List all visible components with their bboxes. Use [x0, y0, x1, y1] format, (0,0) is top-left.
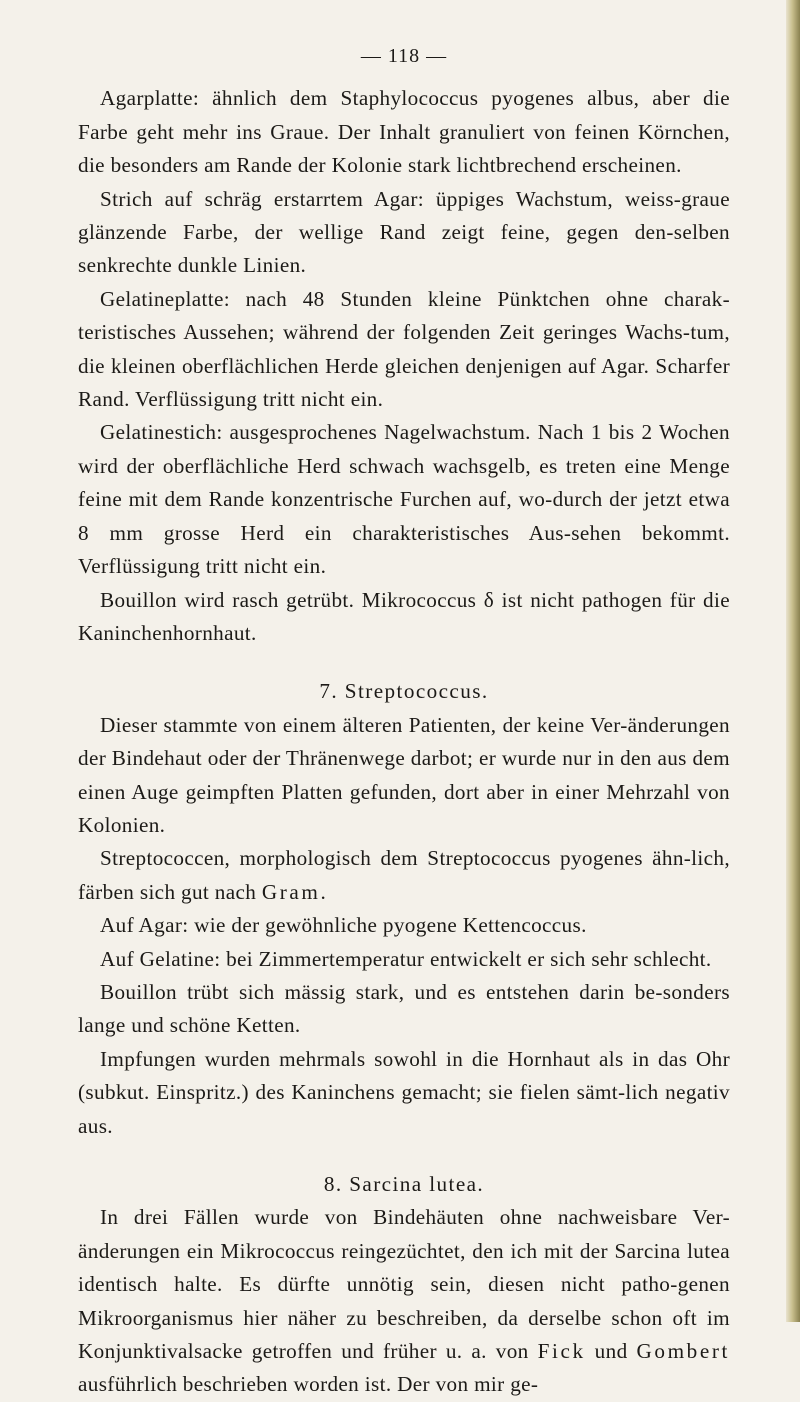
- book-page: [78, 40, 730, 1402]
- author-name-gombert: Gombert: [636, 1339, 731, 1364]
- paragraph-streptococcus-gelatine: Auf Gelatine: bei Zimmertemperatur entwickelt er sich sehr schlecht.: [100, 946, 712, 971]
- author-name-fick: Fick: [537, 1339, 586, 1364]
- paragraph-strich: Strich auf schräg erstarrtem Agar: üppiges Wachstum, weiss-graue glänzende Farbe, der wellige Rand zeigt feine, gegen den-selben senkrechte dunkle Linien.: [78, 186, 730, 278]
- text-run: .: [320, 879, 327, 904]
- paragraph-gelatineplatte: Gelatineplatte: nach 48 Stunden kleine Pünktchen ohne charak-teristisches Aussehen; während der folgenden Zeit geringes Wachs-tum, die kleinen oberflächlichen Herde gleichen denjenigen auf Agar. Scharfer Rand. Verflüssigung tritt nicht ein.: [78, 286, 730, 412]
- page-number: — 118 —: [360, 45, 448, 67]
- text-run: In drei Fällen wurde von Bindehäuten ohne nachweisbare Ver-änderungen ein Mikrococcus reingezüchtet, den ich mit der Sarcina lutea identisch halte. Es dürfte unnötig sein, diesen nicht patho-genen Mikroorganismus hier näher zu beschreiben, da derselbe schon oft im Konjunktivalsacke getroffen und früher u. a. von: [78, 1205, 730, 1364]
- paragraph-gelatinestich: Gelatinestich: ausgesprochenes Nagelwachstum. Nach 1 bis 2 Wochen wird der oberflächliche Herd schwach wachsgelb, es treten eine Menge feine mit dem Rande konzentrische Furchen auf, wo-durch der jetzt etwa 8 mm grosse Herd ein charakteristisches Aus-sehen bekommt. Verflüssigung tritt nicht ein.: [78, 420, 730, 579]
- paragraph-streptococcus-bouillon: Bouillon trübt sich mässig stark, und es entstehen darin be-sonders lange und schöne Ketten.: [78, 979, 730, 1038]
- text-run: Streptococcen, morphologisch dem Streptococcus pyogenes ähn-lich, färben sich gut nach: [78, 846, 730, 904]
- paragraph-streptococcus-impfungen: Impfungen wurden mehrmals sowohl in die Hornhaut als in das Ohr (subkut. Einspritz.) des Kaninchens gemacht; sie fielen sämt-lich negativ aus.: [78, 1046, 730, 1138]
- text-run: und: [585, 1339, 637, 1364]
- paragraph-streptococcus-agar: Auf Agar: wie der gewöhnliche pyogene Kettencoccus.: [100, 913, 587, 938]
- author-name-gram: Gram: [261, 879, 321, 904]
- section-heading-sarcina-lutea: 8. Sarcina lutea.: [323, 1172, 485, 1196]
- paragraph-agarplatte: Agarplatte: ähnlich dem Staphylococcus pyogenes albus, aber die Farbe geht mehr ins Graue. Der Inhalt granuliert von feinen Körnchen, die besonders am Rande der Kolonie stark lichtbrechend erscheinen.: [78, 86, 730, 178]
- page-edge: [786, 0, 800, 1322]
- paragraph-bouillon: Bouillon wird rasch getrübt. Mikrococcus δ ist nicht pathogen für die Kaninchenhornhaut.: [78, 587, 730, 645]
- paragraph-streptococcus-origin: Dieser stammte von einem älteren Patienten, der keine Ver-änderungen der Bindehaut oder der Thränenwege darbot; er wurde nur in den aus dem einen Auge geimpften Platten gefunden, dort aber in einer Mehrzahl von Kolonien.: [78, 712, 730, 837]
- paragraph-sarcina-lutea: [78, 1201, 730, 1401]
- section-heading-streptococcus: 7. Streptococcus.: [319, 679, 489, 704]
- text-run: ausführlich beschrieben worden ist. Der von mir ge-: [78, 1372, 539, 1397]
- paragraph-streptococcus-morphology: [78, 842, 730, 909]
